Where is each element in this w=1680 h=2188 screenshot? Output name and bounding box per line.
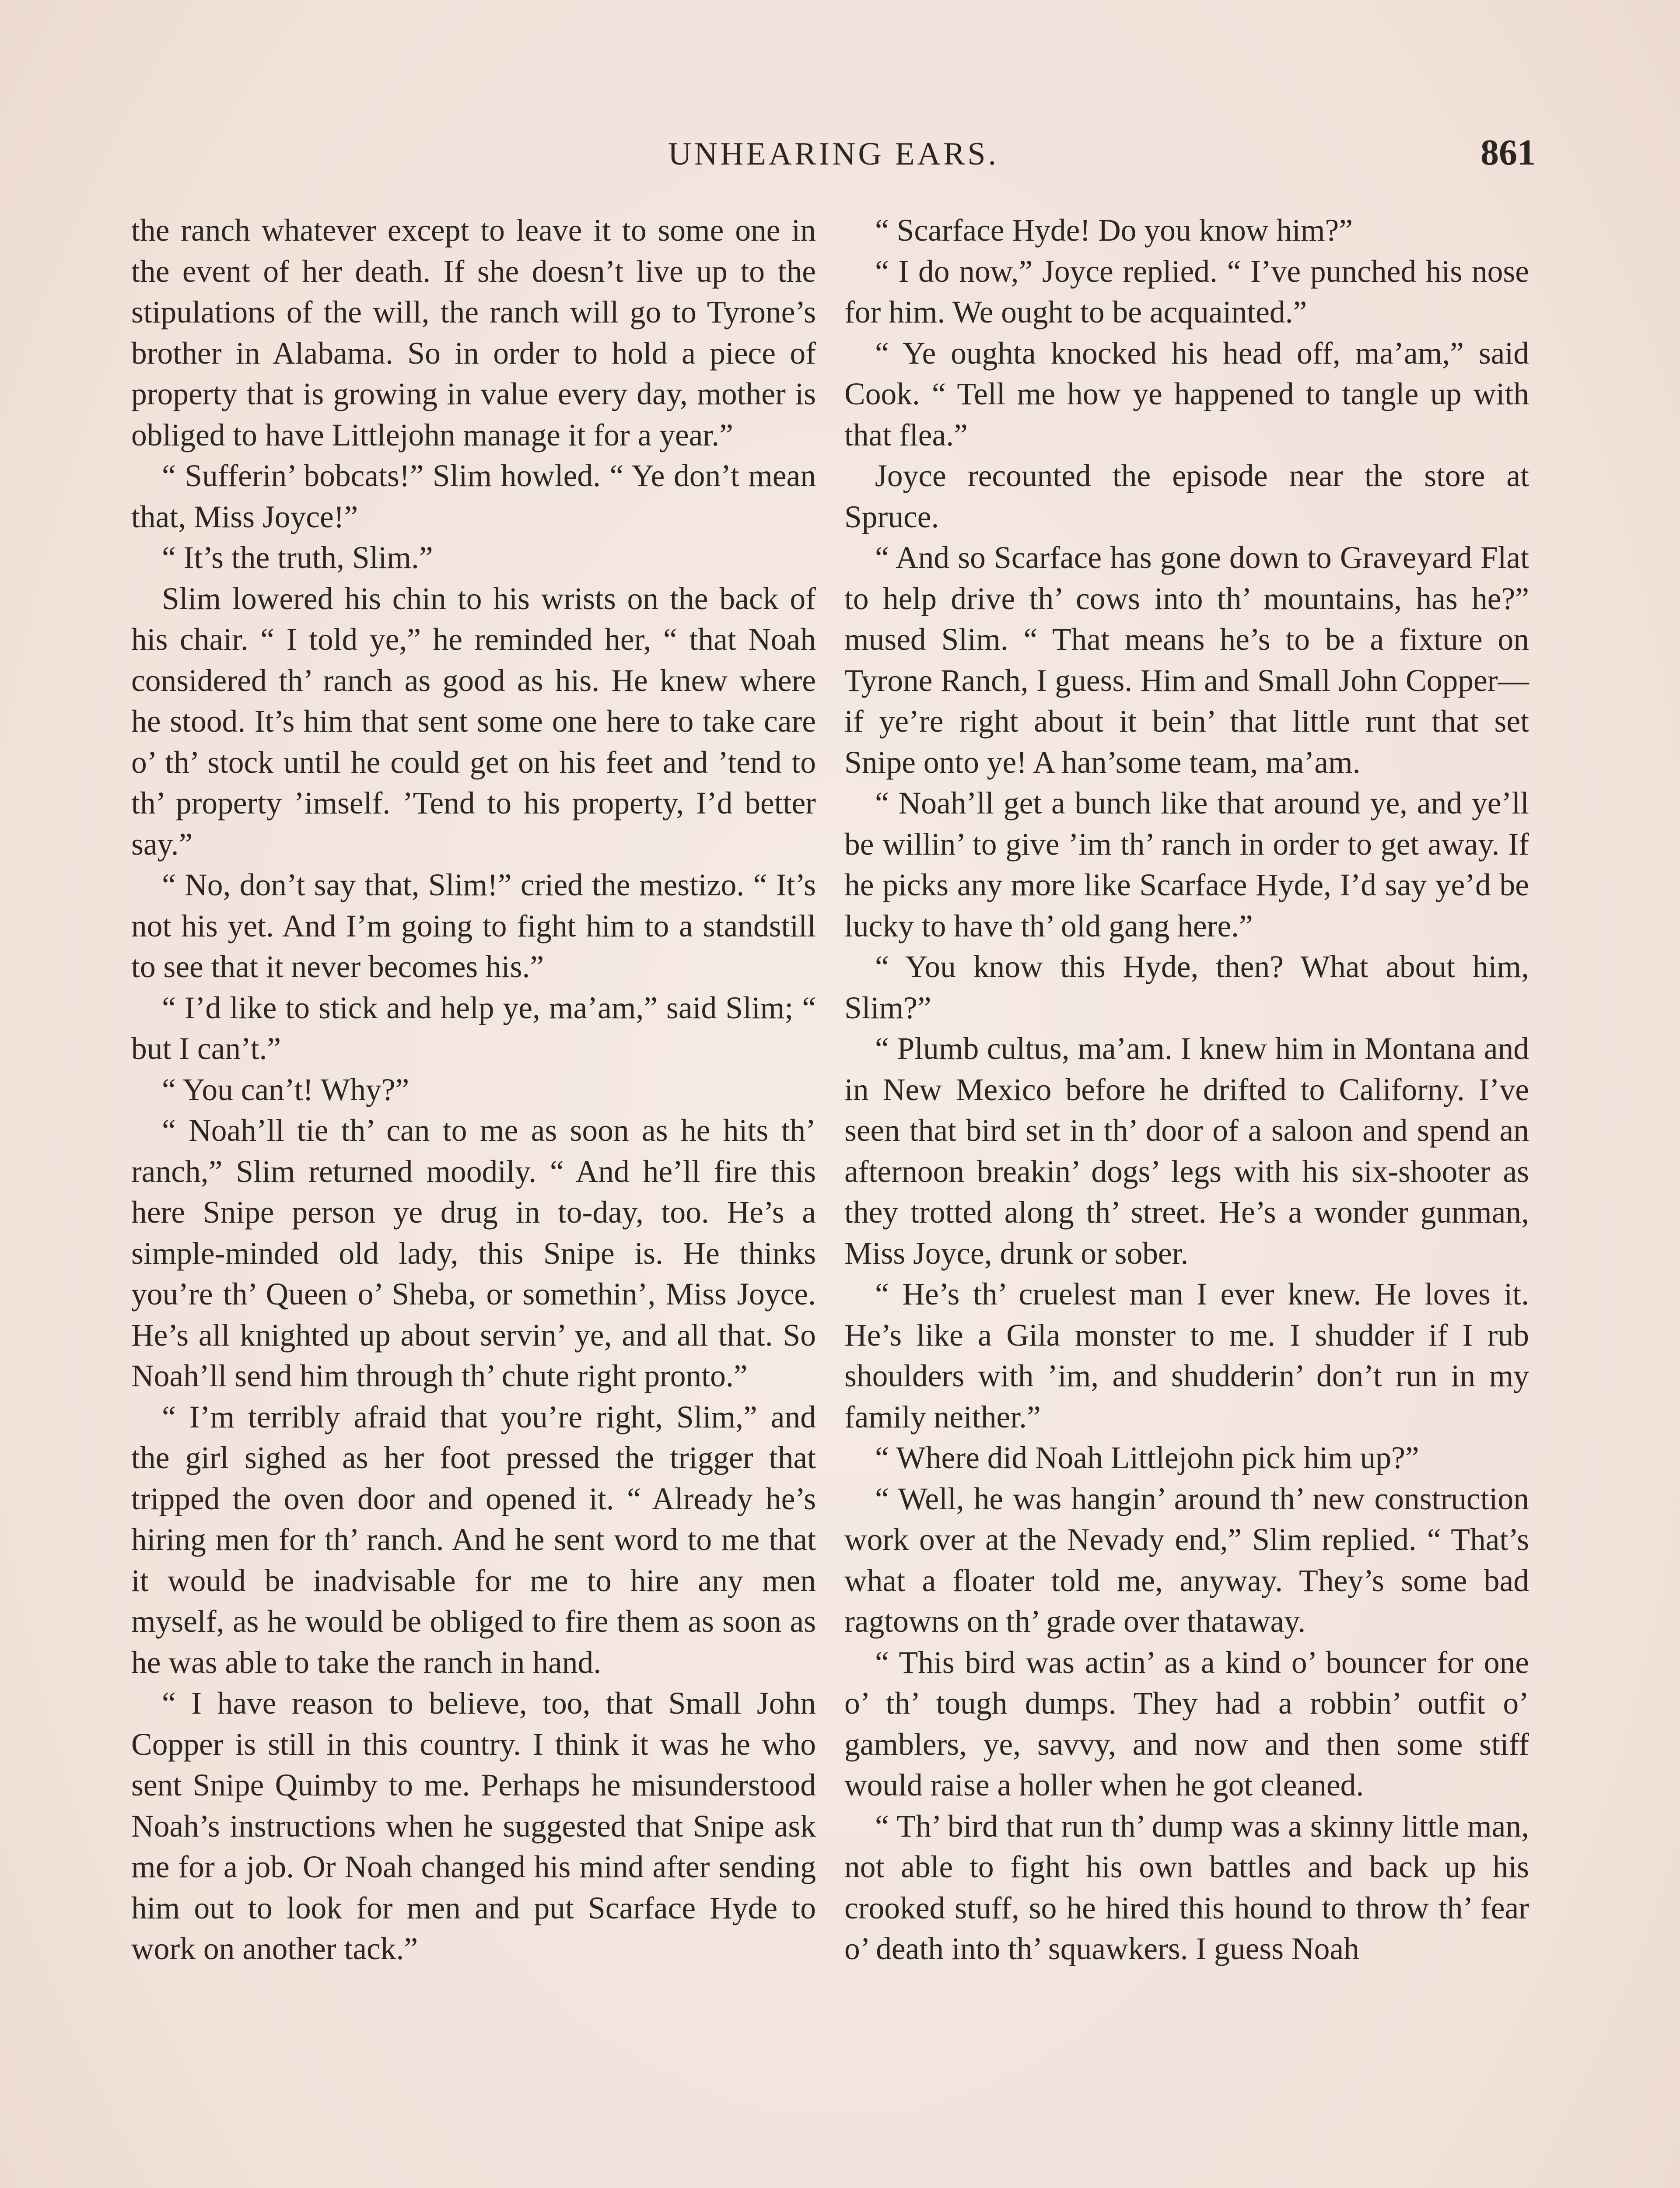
paragraph: “ He’s th’ cruelest man I ever knew. He loves it. He’s like a Gila monster to me. I shudder if I rub shoulders with ’im, and shudderin’ don’t run in my family neither.” — [844, 1277, 1529, 1434]
paragraph: the ranch whatever except to leave it to some one in the event of her death. If she doesn’t live up to the stipulations of the will, the ranch will go to Tyrone’s brother in Alabama. So in order to hold a piece of property that is growing in value every day, mother is obliged to have Littlejohn manage it for a year.” — [131, 213, 816, 452]
paragraph: “ Sufferin’ bobcats!” Slim howled. “ Ye don’t mean that, Miss Joyce!” — [131, 459, 816, 534]
paragraph: Slim lowered his chin to his wrists on the back of his chair. “ I told ye,” he reminded her, “ that Noah considered th’ ranch as good as his. He knew where he stood. It’s him that sent some one here to take care o’ th’ stock until he could get on his feet and ’tend to th’ property ’imself. ’Tend to his property, I’d better say.” — [131, 581, 816, 862]
paragraph: “ Noah’ll get a bunch like that around ye, and ye’ll be willin’ to give ’im th’ ranch in order to get away. If he picks any more like Scarface Hyde, I’d say ye’d be lucky to have th’ old gang here.” — [844, 786, 1529, 943]
paragraph: Joyce recounted the episode near the store at Spruce. — [844, 459, 1529, 534]
paragraph: “ Th’ bird that run th’ dump was a skinny little man, not able to fight his own battles and back up his crooked stuff, so he hired this hound to throw th’ fear o’ death into th’ squawkers. I guess Noah — [844, 1809, 1529, 1966]
paragraph: “ Ye oughta knocked his head off, ma’am,” said Cook. “ Tell me how ye happened to tangle up with that flea.” — [844, 336, 1529, 452]
running-title: UNHEARING EARS. — [668, 136, 999, 172]
paragraph: “ Scarface Hyde! Do you know him?” — [875, 213, 1353, 248]
paragraph: “ Well, he was hangin’ around th’ new construction work over at the Nevady end,” Slim replied. “ That’s what a floater told me, anyway. They’s some bad ragtowns on th’ grade over thataway. — [844, 1481, 1529, 1639]
paragraph: “ I’m terribly afraid that you’re right, Slim,” and the girl sighed as her foot pressed the trigger that tripped the oven door and opened it. “ Already he’s hiring men for th’ ranch. And he sent word to me that it would be inadvisable for me to hire any men myself, as he would be obliged to fire them as soon as he was able to take the ranch in hand. — [131, 1399, 816, 1680]
paragraph: “ I’d like to stick and help ye, ma’am,” said Slim; “ but I can’t.” — [131, 990, 816, 1066]
paragraph: “ This bird was actin’ as a kind o’ bouncer for one o’ th’ tough dumps. They had a robbin’ outfit o’ gamblers, ye, savvy, and now and then some stiff would raise a holler when he got cleaned. — [844, 1645, 1529, 1802]
paragraph: “ Plumb cultus, ma’am. I knew him in Montana and in New Mexico before he drifted to Californy. I’ve seen that bird set in th’ door of a saloon and spend an afternoon breakin’ dogs’ legs with his six-shooter as they trotted along th’ street. He’s a wonder gunman, Miss Joyce, drunk or sober. — [844, 1031, 1529, 1271]
paragraph: “ I do now,” Joyce replied. “ I’ve punched his nose for him. We ought to be acquainted.” — [844, 254, 1529, 330]
paragraph: “ You can’t! Why?” — [162, 1072, 410, 1107]
paragraph: “ You know this Hyde, then? What about him, Slim?” — [844, 950, 1529, 1025]
paragraph: “ Noah’ll tie th’ can to me as soon as he hits th’ ranch,” Slim returned moodily. “ And he’ll fire this here Snipe person ye drug in to-day, too. He’s a simple-minded old lady, this Snipe is. He thinks you’re th’ Queen o’ Sheba, or somethin’, Miss Joyce. He’s all knighted up about servin’ ye, and all that. So Noah’ll send him through th’ chute right pronto.” — [131, 1113, 816, 1393]
page-number: 861 — [1480, 132, 1536, 173]
paragraph: “ It’s the truth, Slim.” — [162, 540, 433, 575]
left-column — [131, 210, 816, 1970]
paragraph: “ Where did Noah Littlejohn pick him up?” — [875, 1441, 1419, 1475]
paragraph: “ And so Scarface has gone down to Graveyard Flat to help drive th’ cows into th’ mountains, has he?” mused Slim. “ That means he’s to be a fixture on Tyrone Ranch, I guess. Him and Small John Copper—if ye’re right about it bein’ that little runt that set Snipe onto ye! A han’some team, ma’am. — [844, 540, 1529, 780]
paragraph: “ No, don’t say that, Slim!” cried the mestizo. “ It’s not his yet. And I’m going to fight him to a standstill to see that it never becomes his.” — [131, 868, 816, 984]
page-header — [131, 131, 1536, 188]
paragraph: “ I have reason to believe, too, that Small John Copper is still in this country. I think it was he who sent Snipe Quimby to me. Perhaps he misunderstood Noah’s instructions when he suggested that Snipe ask me for a job. Or Noah changed his mind after sending him out to look for men and put Scarface Hyde to work on another tack.” — [131, 1686, 816, 1966]
right-column — [844, 210, 1529, 1970]
